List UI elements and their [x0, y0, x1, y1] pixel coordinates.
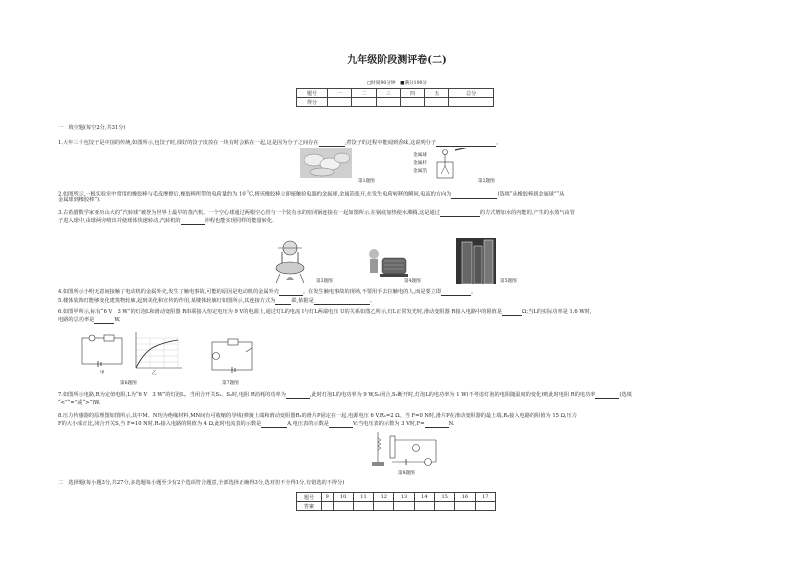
- page-title: 九年级阶段测评卷(二): [347, 55, 447, 66]
- question-8-line2: F的大小成正比,闭合开关S,当 F=10 N时,R₂接入电路的阻值为 4 Ω,此时电流表的示数是 A,电压表的示数是 V;当电压表的示数为 3 V时,F= N.: [58, 421, 455, 427]
- figure-2-label: 金属箔: [413, 169, 427, 174]
- answer-cell: 15: [435, 493, 455, 502]
- score-input[interactable]: [449, 98, 494, 107]
- score-input[interactable]: [328, 98, 352, 107]
- score-input[interactable]: [376, 98, 400, 107]
- question-6-line2: 电路的总功率是 W.: [58, 317, 121, 323]
- answer-input[interactable]: [475, 502, 495, 511]
- score-cell: 五: [425, 89, 449, 98]
- figure-2-caption: 第2题图: [478, 179, 495, 184]
- figure-6-graph-yi: [128, 330, 184, 374]
- question-4: 4.如图所示小明无意间接触了电动机的金属外壳,发生了触电事故,可能的原因是电动机的金属外壳 。在发生触电事故的现场,不要用手去拉触电的人,而是要立即 。: [58, 289, 477, 295]
- question-1: 1.大年三十包饺子是中国的传统,如图所示,包饺子时,揉好的饺子皮放在一块有时会粘在一起,这是因为分子之间存在 ,煮饺子的过程中能闻到香味,这说明分子 。: [58, 140, 502, 146]
- answer-cell: 11: [353, 493, 373, 502]
- answer-input[interactable]: [435, 502, 455, 511]
- figure-3-aeolipile: [268, 238, 312, 284]
- figure-7-circuit: [206, 336, 258, 376]
- score-cell: 一: [328, 89, 352, 98]
- score-cell: 得分: [297, 98, 328, 107]
- answer-table: [296, 492, 496, 511]
- exam-meta: □时间90分钟 ■满分100分: [366, 81, 428, 86]
- question-6: 6.如图甲所示,标有“6 V 3 W”的灯泡L和滑动变阻器 R串联接入恒定电压为 9 V的电源上,通过灯L的电流 I与灯L两端电压 U的关系如图乙所示,灯L正常发光时,滑动变阻器 R接入电路中的阻值是 Ω;当L的实际功率是 1.6 W时,: [58, 309, 592, 315]
- answer-input[interactable]: [455, 502, 475, 511]
- score-cell: 三: [376, 89, 400, 98]
- answer-cell: 13: [394, 493, 414, 502]
- answer-cell: 9: [322, 493, 334, 502]
- answer-cell: 题号: [297, 493, 322, 502]
- answer-input[interactable]: [394, 502, 414, 511]
- figure-7-caption: 第7题图: [222, 381, 239, 386]
- question-8: 8.压力传感器的原理图如图所示,其中M、N均为绝缘材料,MN间有可收缩的导线(弹簧上端和滑动变阻器R₂的滑片P固定在一起,电源电压 6 V,R₁=2 Ω。当 F=0 N时,滑片P在滑动变阻器的最上端,R₂接入电路的阻值为 15 Ω,压力: [58, 413, 577, 419]
- question-2-line2: 金属球到橡胶棒”).: [58, 197, 101, 203]
- answer-input[interactable]: [353, 502, 373, 511]
- score-input[interactable]: [352, 98, 376, 107]
- figure-5-building: [456, 238, 496, 284]
- answer-input[interactable]: [374, 502, 394, 511]
- question-3: 3.古希腊数学家亚历山大的“汽转球”被誉为世界上最早的蒸汽机。一个空心球通过两根空心管与一个装有水的密闭锅连接在一起如图所示,在锅底加热使水沸腾,这是通过 的方式增加水的内能的,产生的水蒸气由管: [58, 210, 575, 216]
- section1-title: 一 填空题(每空2分,共31分): [58, 125, 126, 131]
- score-input[interactable]: [425, 98, 449, 107]
- figure-1-caption: 第1题图: [358, 179, 375, 184]
- score-cell: 题号: [297, 89, 328, 98]
- figure-3-caption: 第3题图: [316, 279, 333, 284]
- figure-6-caption: 第6题图: [120, 381, 137, 386]
- answer-cell: 答案: [297, 502, 322, 511]
- answer-cell: 12: [374, 493, 394, 502]
- figure-6-yi-label: 乙: [152, 371, 157, 376]
- question-7: 7.如图所示电路,R为定值电阻,L为“6 V 3 W”的灯泡L。当闭合开关S₁、S₂时,电阻 R消耗的功率为 ,此时灯泡L的电功率为 9 W,S₁闭合,S₂断开时,灯泡L的电功率为 1 W(不考虑灯泡的电阻随温度的变化)则此时电阻 R的电功率 (选填: [58, 392, 632, 398]
- section2-title: 二 选择题(每小题3分,共27分,多选题每小题至少有2个选项符合题意,全部选择正确得3分,选对但不全得1分,有错选的不得分): [58, 480, 345, 486]
- answer-input[interactable]: [414, 502, 434, 511]
- score-cell: 二: [352, 89, 376, 98]
- figure-8-caption: 第8题图: [398, 471, 415, 476]
- question-3-line2: 子进入球中,由球两旁喷出并使球体快速转动,汽转机的 冲程也能实现同样的能量转化.: [58, 218, 274, 224]
- question-5: 5.楼体装饰灯能够变化建筑物轮廓,起到美化和宣传的作用,某楼体轮廓灯如图所示,其连接方式为 联,依据是 。: [58, 298, 376, 304]
- figure-2-label: 金属杆: [413, 161, 427, 166]
- figure-5-caption: 第5题图: [500, 279, 517, 284]
- figure-4-motor: [360, 244, 410, 282]
- answer-cell: 10: [333, 493, 353, 502]
- question-2: 2.如图所示,一根实验室中常用的橡胶棒与毛皮摩擦后,橡胶棒所带的电荷量约为 $10^{-7}C$,将该橡胶棒立即接触验电器的金属球,金属箔张开,在发生电荷转移的瞬间,电流的方向为 (选填“从橡胶棒到金属球”“从: [58, 190, 565, 198]
- score-table: [296, 88, 494, 107]
- answer-cell: 17: [475, 493, 495, 502]
- figure-8-pressure-sensor: [370, 430, 440, 468]
- figure-6-jia-label: 甲: [100, 371, 105, 376]
- score-input[interactable]: [400, 98, 424, 107]
- answer-cell: 14: [414, 493, 434, 502]
- figure-4-caption: 第4题图: [404, 279, 421, 284]
- score-cell: 总分: [449, 89, 494, 98]
- figure-2-label: 金属球: [413, 153, 427, 158]
- answer-input[interactable]: [322, 502, 334, 511]
- figure-6-circuit-jia: [78, 334, 126, 370]
- answer-input[interactable]: [333, 502, 353, 511]
- score-cell: 四: [400, 89, 424, 98]
- question-7-line2: “<”“=”或“>”)W.: [58, 400, 101, 406]
- answer-cell: 16: [455, 493, 475, 502]
- figure-1-dumplings: [300, 148, 352, 178]
